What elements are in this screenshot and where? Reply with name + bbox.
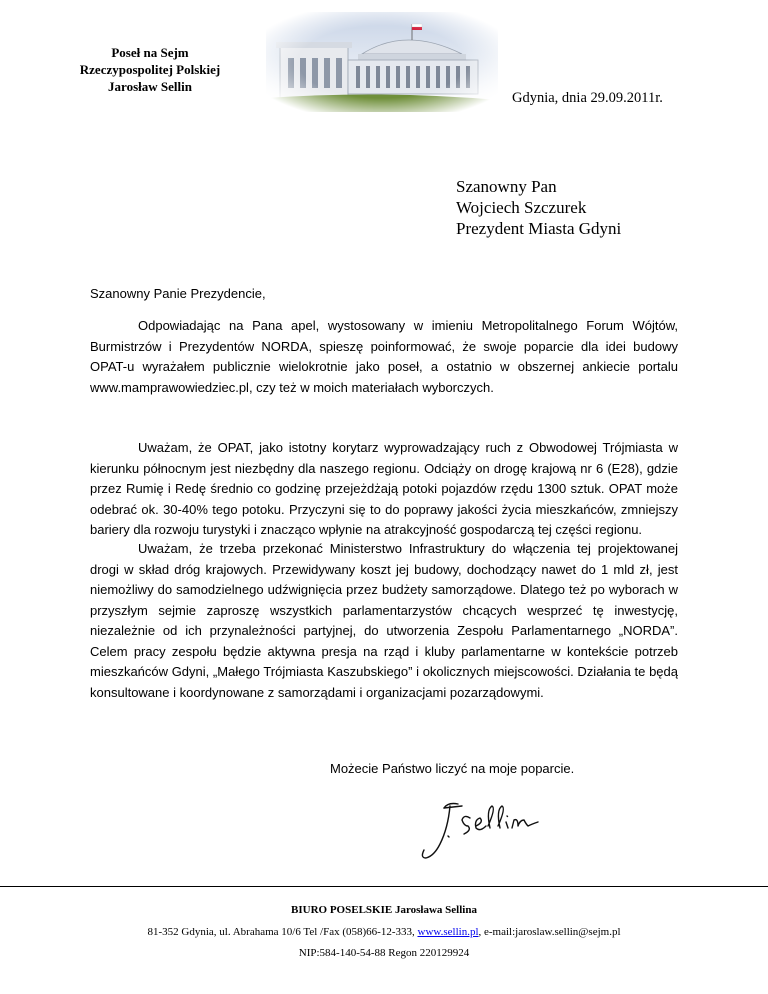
sender-line-3: Jarosław Sellin — [108, 79, 192, 94]
place-date: Gdynia, dnia 29.09.2011r. — [512, 90, 663, 106]
salutation: Szanowny Panie Prezydencie, — [90, 286, 266, 301]
addressee-line-1: Szanowny Pan — [456, 177, 557, 196]
paragraph-text: Uważam, że trzeba przekonać Ministerstwo Infrastruktury do włączenia tej projektowanej drogi w skład dróg krajowych. Przewidywany koszt jej budowy, dochodzący nawet do 1 mld zł, jest niemożliwy do samodzielnego udźwignięcia przez budżety samorządowe. Dlatego też po wyborach w przyszłym sejmie zaproszę wszystkich parlamentarzystów chcących wesprzeć tę inwestycję, niezależnie od ich przynależności partyjnej, do utworzenia Zespołu Parlamentarnego „NORDA”. Celem pracy zespołu będzie aktywna presja na rząd i kluby parlamentarne w kontekście potrzeb mieszkańców Gdyni, „Małego Trójmiasta Kaszubskiego” i okolicznych miejscowości. Działania te będą konsultowane i koordynowane z samorządami i organizacjami pozarządowymi. — [90, 541, 678, 700]
addressee-line-3: Prezydent Miasta Gdyni — [456, 219, 622, 238]
sender-line-1: Poseł na Sejm — [111, 45, 189, 60]
addressee-block — [456, 176, 621, 239]
signature-image — [418, 798, 544, 864]
sender-line-2: Rzeczypospolitej Polskiej — [79, 62, 221, 77]
footer-registry: NIP:584-140-54-88 Regon 220129924 — [298, 947, 470, 959]
paragraph-text: Odpowiadając na Pana apel, wystosowany w imieniu Metropolitalnego Forum Wójtów, Burmistrzów i Prezydentów NORDA, spieszę poinformować, że swoje poparcie dla idei budowy OPAT-u wyrażałem publicznie wielokrotnie jako poseł, a ostatnio w obszernej ankiecie portalu www.mamprawowiedziec.pl, czy też w moich materiałach wyborczych. — [90, 318, 678, 395]
footer-website-link[interactable]: www.sellin.pl — [417, 926, 479, 938]
footer-contact-line — [0, 926, 768, 938]
sender-block — [60, 44, 240, 95]
paragraph-text: Uważam, że OPAT, jako istotny korytarz wyprowadzający ruch z Obwodowej Trójmiasta w kierunku północnym jest niezbędny dla naszego regionu. Odciąży on drogę krajową nr 6 (E28), gdzie przez Rumię i Redę średnio co godzinę przejeżdżają potoki pojazdów rzędu 1300 sztuk. OPAT może odebrać ok. 30-40% tego potoku. Przyczyni się to do poprawy jakości życia mieszkańców, zmniejszy bariery dla rozwoju turystyki i znacząco wpłynie na atrakcyjność gospodarczą tej części regionu. — [90, 440, 678, 537]
footer-email: , e-mail:jaroslaw.sellin@sejm.pl — [478, 926, 621, 938]
footer-divider — [0, 886, 768, 887]
body-paragraph-3 — [90, 539, 678, 703]
closing-line: Możecie Państwo liczyć na moje poparcie. — [330, 761, 575, 776]
footer-address: 81-352 Gdynia, ul. Abrahama 10/6 Tel /Fax (058)66-12-333, — [147, 926, 418, 938]
addressee-line-2: Wojciech Szczurek — [456, 198, 587, 217]
body-paragraph-1 — [90, 316, 678, 398]
body-paragraph-2 — [90, 438, 678, 541]
footer-office-title: BIURO POSELSKIE Jarosława Sellina — [291, 904, 477, 916]
sejm-building-icon — [266, 12, 498, 112]
